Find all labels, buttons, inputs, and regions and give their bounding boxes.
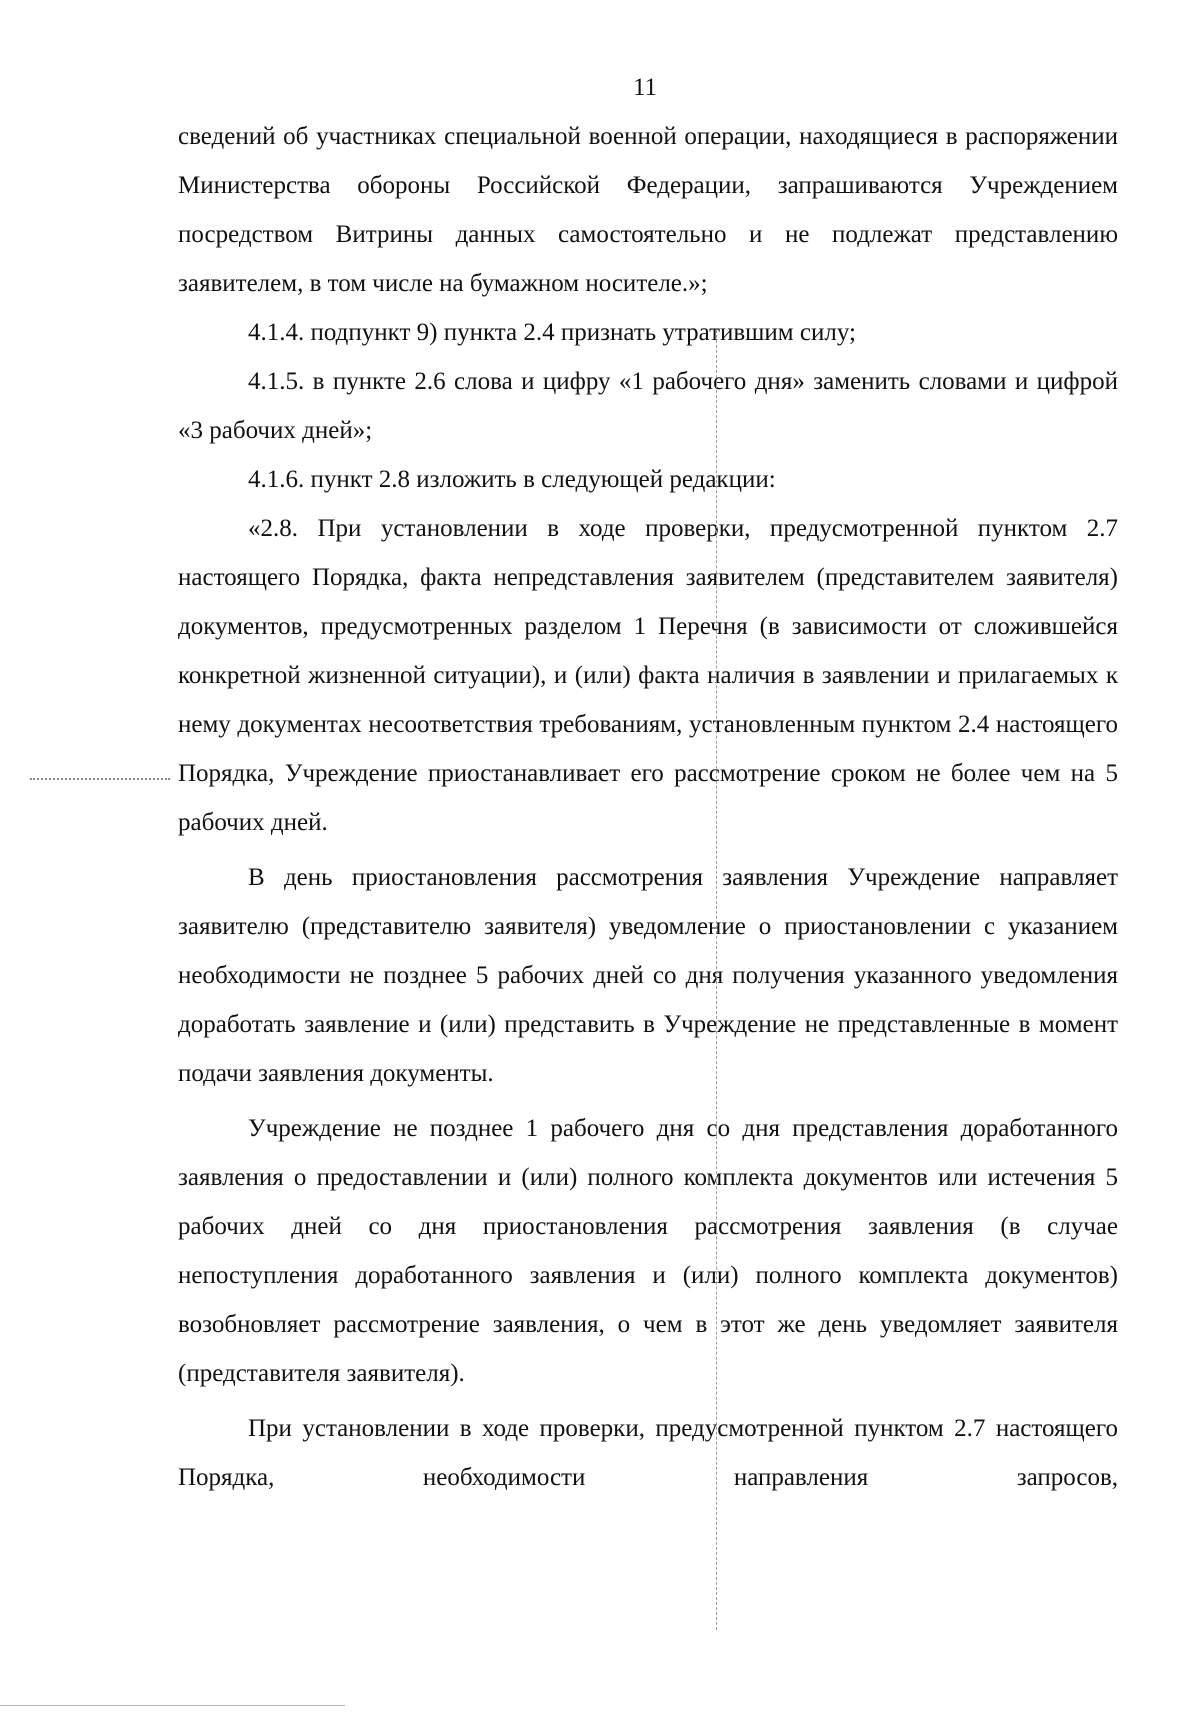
paragraph-item-4-1-5: 4.1.5. в пункте 2.6 слова и цифру «1 рабочего дня» заменить словами и цифрой «3 рабочих дней»; — [178, 368, 1118, 444]
paragraph-suspension-notice: В день приостановления рассмотрения заявления Учреждение направляет заявителю (представителю заявителя) уведомление о приостановлении с указанием необходимости не позднее 5 рабочих дней со дня получения указанного уведомления доработать заявление и (или) представить в Учреждение не представленные в момент подачи заявления документы. — [178, 864, 1118, 1087]
paragraph-continuation: сведений об участниках специальной военной операции, находящиеся в распоряжении Министерства обороны Российской Федерации, запрашиваются Учреждением посредством Витрины данных самостоятельно и не подлежат представлению заявителем, в том числе на бумажном носителе.»; — [178, 123, 1118, 297]
paragraph-item-4-1-6: 4.1.6. пункт 2.8 изложить в следующей редакции: — [248, 466, 776, 493]
page-number: 11 — [632, 74, 658, 101]
paragraph-item-4-1-4: 4.1.4. подпункт 9) пункта 2.4 признать утратившим силу; — [248, 319, 856, 346]
scan-bottom-line — [0, 1705, 345, 1706]
scan-fold-line — [716, 330, 717, 1630]
document-body — [178, 112, 1118, 1502]
scan-artifact-dots — [30, 778, 170, 780]
paragraph-clause-2-8: «2.8. При установлении в ходе проверки, предусмотренной пунктом 2.7 настоящего Порядка, факта непредставления заявителем (представителем заявителя) документов, предусмотренных разделом 1 Перечня (в зависимости от сложившейся конкретной жизненной ситуации), и (или) факта наличия в заявлении и прилагаемых к нему документах несоответствия требованиям, установленным пунктом 2.4 настоящего Порядка, Учреждение приостанавливает его рассмотрение сроком не более чем на 5 рабочих дней. — [178, 515, 1118, 836]
paragraph-resumption: Учреждение не позднее 1 рабочего дня со дня представления доработанного заявления о предоставлении и (или) полного комплекта документов или истечения 5 рабочих дней со дня приостановления рассмотрения заявления (в случае непоступления доработанного заявления и (или) полного комплекта документов) возобновляет рассмотрение заявления, о чем в этот же день уведомляет заявителя (представителя заявителя). — [178, 1115, 1118, 1387]
paragraph-requests: При установлении в ходе проверки, предусмотренной пунктом 2.7 настоящего Порядка, необходимости направления запросов, — [178, 1415, 1118, 1491]
